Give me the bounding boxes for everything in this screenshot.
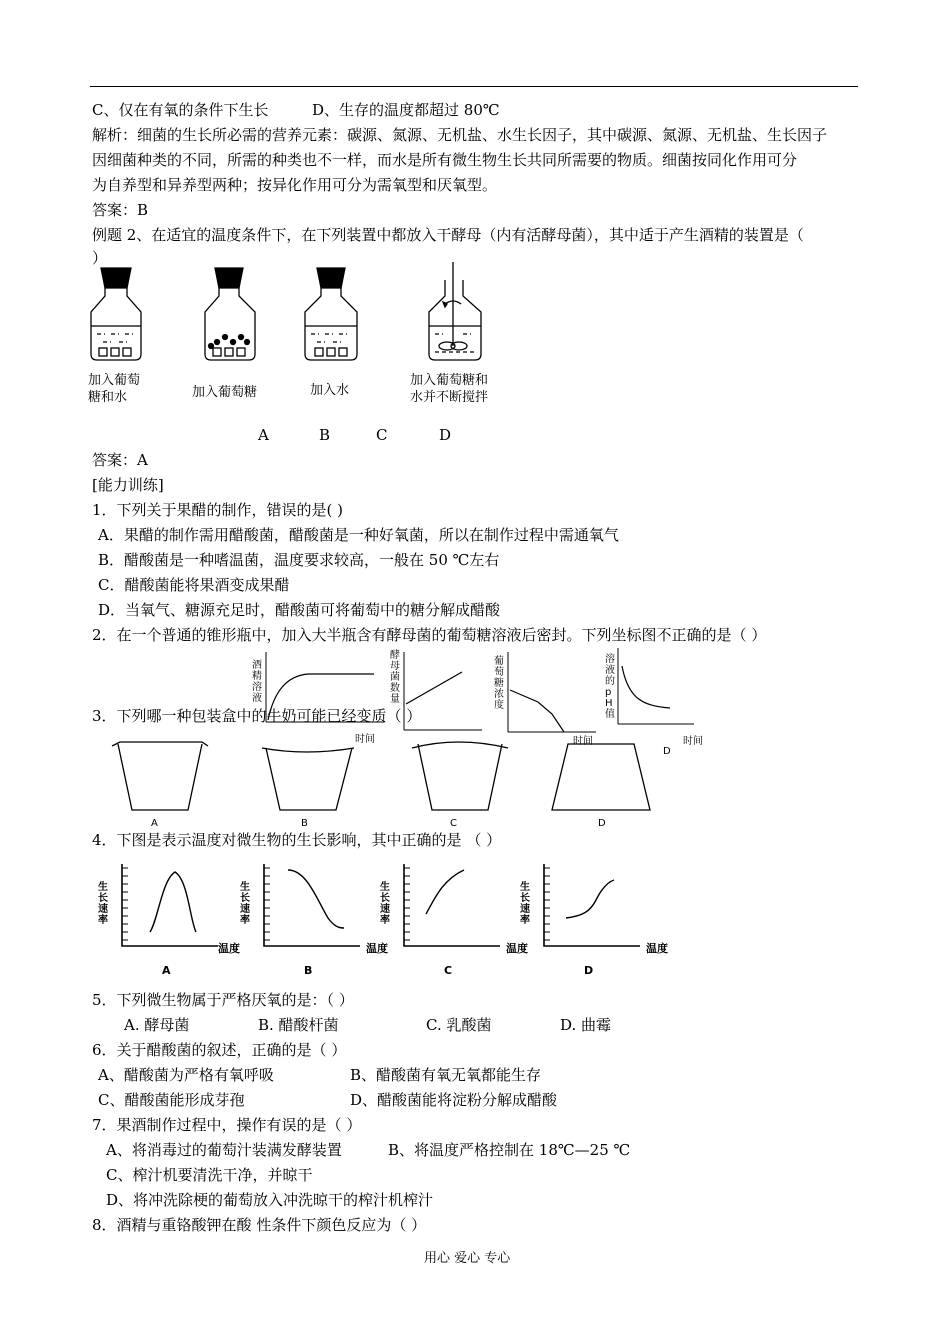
milk-boxes-figure xyxy=(110,740,670,816)
example2-stem: 例题 2、在适宜的温度条件下，在下列装置中都放入干酵母（内有活酵母菌），其中适于产生酒精的装置是（ xyxy=(92,226,804,244)
q2-graph-d-letter: D xyxy=(663,746,671,757)
q4-xlabel: 温度 xyxy=(366,942,388,955)
box-a xyxy=(112,742,208,810)
analysis-line-1: 解析：细菌的生长所必需的营养元素：碳源、氮源、无机盐、水生长因子，其中碳源、氮源、无机盐、生长因子 xyxy=(92,126,828,144)
q2-graph-d xyxy=(618,648,698,728)
q3-letter-b: B xyxy=(301,818,308,829)
q4-letter: B xyxy=(304,964,313,977)
q4-curve-a xyxy=(150,872,196,932)
q2-graph-c-ylabel: 葡萄糖浓度 xyxy=(494,656,504,711)
q5-stem: 5．下列微生物属于严格厌氧的是：（ ） xyxy=(92,991,354,1009)
q6-option-d: D、醋酸菌能将淀粉分解成醋酸 xyxy=(350,1091,558,1109)
q1-option-a: A．果醋的制作需用醋酸菌，醋酸菌是一种好氧菌，所以在制作过程中需通氧气 xyxy=(98,526,619,544)
q2-stem: 2．在一个普通的锥形瓶中，加入大半瓶含有酵母菌的葡萄糖溶液后密封。下列坐标图不正确的是（ ） xyxy=(92,626,767,644)
bottle-c xyxy=(305,268,357,360)
q7-option-d: D、将冲洗除梗的葡萄放入冲洗晾干的榨汁机榨汁 xyxy=(106,1191,434,1209)
q1-option-c: C．醋酸菌能将果酒变成果醋 xyxy=(98,576,290,594)
section-title: [能力训练] xyxy=(92,476,164,494)
q5-option-a: A. 酵母菌 xyxy=(124,1016,190,1034)
bottle-d-with-stirrer xyxy=(429,262,481,360)
caption-a-line1: 加入葡萄 xyxy=(88,373,141,388)
q1-option-d: D．当氧气、糖源充足时，醋酸菌可将葡萄中的糖分解成醋酸 xyxy=(98,601,501,619)
q5-option-b: B. 醋酸杆菌 xyxy=(258,1016,339,1034)
analysis-line-2: 因细菌种类的不同，所需的种类也不一样，而水是所有微生物生长共同所需要的物质。细菌按同化作用可分 xyxy=(92,151,798,169)
q6-option-a: A、醋酸菌为严格有氧呼吸 xyxy=(98,1066,274,1084)
q4-curve-b xyxy=(288,870,344,928)
q8-stem: 8．酒精与重铬酸钾在酸 性条件下颜色反应为（ ） xyxy=(92,1216,427,1234)
q2-graph-a-ylabel: 酒精溶液 xyxy=(252,660,262,704)
q4-curve-d xyxy=(566,880,614,918)
q1-stem: 1．下列关于果醋的制作，错误的是( ) xyxy=(92,501,344,519)
caption-d-line2: 水并不断搅拌 xyxy=(410,390,489,405)
q2-graph-a-xlabel: 时间 xyxy=(355,734,375,745)
option-c: C、仅在有氧的条件下生长 xyxy=(92,101,269,119)
example2-stem-end: ） xyxy=(92,249,108,267)
footer-text: 用心 爱心 专心 xyxy=(424,1251,511,1266)
caption-b: 加入葡萄糖 xyxy=(192,385,258,400)
q5-option-c: C. 乳酸菌 xyxy=(426,1016,492,1034)
letter-d: D xyxy=(439,426,452,444)
q4-stem: 4．下图是表示温度对微生物的生长影响，其中正确的是 （ ） xyxy=(92,831,502,849)
q4-graph-c xyxy=(402,860,502,950)
q7-option-b: B、将温度严格控制在 18℃—25 ℃ xyxy=(388,1141,631,1159)
q2-graph-d-ylabel: 溶液的pH值 xyxy=(605,654,615,720)
caption-c: 加入水 xyxy=(310,383,350,398)
analysis-line-3: 为自养型和异养型两种；按异化作用可分为需氧型和厌氧型。 xyxy=(92,176,498,194)
q3-letter-c: C xyxy=(450,818,457,829)
q2-graph-c-xlabel: 时间 xyxy=(573,736,593,747)
answer-prev: 答案：B xyxy=(92,201,149,219)
q1-option-b: B．醋酸菌是一种嗜温菌，温度要求较高，一般在 50 ℃左右 xyxy=(98,551,500,569)
box-b xyxy=(262,748,354,810)
bottle-b xyxy=(205,268,255,360)
q4-graph-d xyxy=(542,860,642,950)
q3-letter-a: A xyxy=(151,818,158,829)
q4-ylabel: 生长速率 xyxy=(240,882,250,926)
q4-ylabel: 生长速率 xyxy=(520,882,530,926)
letter-a: A xyxy=(258,426,269,444)
q7-stem: 7．果酒制作过程中，操作有误的是（ ） xyxy=(92,1116,362,1134)
bottle-a xyxy=(91,268,141,360)
fermentation-bottles-figure xyxy=(85,262,505,368)
q5-option-d: D. 曲霉 xyxy=(560,1016,612,1034)
q2-graph-d-xlabel: 时间 xyxy=(683,736,703,747)
letter-b: B xyxy=(319,426,331,444)
q4-xlabel: 温度 xyxy=(218,942,240,955)
q4-xlabel: 温度 xyxy=(646,942,668,955)
q4-curve-c xyxy=(426,870,464,914)
q4-graph-b xyxy=(262,860,362,950)
q4-xlabel: 温度 xyxy=(506,942,528,955)
header-rule xyxy=(90,86,858,87)
q6-option-b: B、醋酸菌有氧无氧都能生存 xyxy=(350,1066,542,1084)
q4-letter: C xyxy=(444,964,453,977)
letter-c: C xyxy=(376,426,388,444)
q4-graph-a xyxy=(120,860,220,950)
q3-letter-d: D xyxy=(598,818,606,829)
caption-a-line2: 糖和水 xyxy=(88,390,128,405)
q2-graph-c xyxy=(508,652,598,734)
q4-letter: A xyxy=(162,964,171,977)
caption-d-line1: 加入葡萄糖和 xyxy=(410,373,489,388)
q6-option-c: C、醋酸菌能形成芽孢 xyxy=(98,1091,245,1109)
answer-example2: 答案：A xyxy=(92,451,148,469)
q4-ylabel: 生长速率 xyxy=(98,882,108,926)
q4-ylabel: 生长速率 xyxy=(380,882,390,926)
option-d: D、生存的温度都超过 80℃ xyxy=(312,101,500,119)
q7-option-a: A、将消毒过的葡萄汁装满发酵装置 xyxy=(106,1141,342,1159)
box-c xyxy=(412,742,508,810)
box-d xyxy=(552,744,650,810)
q7-option-c: C、榨汁机要清洗干净，并晾干 xyxy=(106,1166,313,1184)
q3-stem: 3．下列哪一种包装盒中的牛奶可能已经变质（ ） xyxy=(92,707,422,725)
q6-stem: 6．关于醋酸菌的叙述，正确的是（ ） xyxy=(92,1041,347,1059)
q4-letter: D xyxy=(584,964,594,977)
q2-graph-b-ylabel: 酵母菌数量 xyxy=(390,650,400,705)
